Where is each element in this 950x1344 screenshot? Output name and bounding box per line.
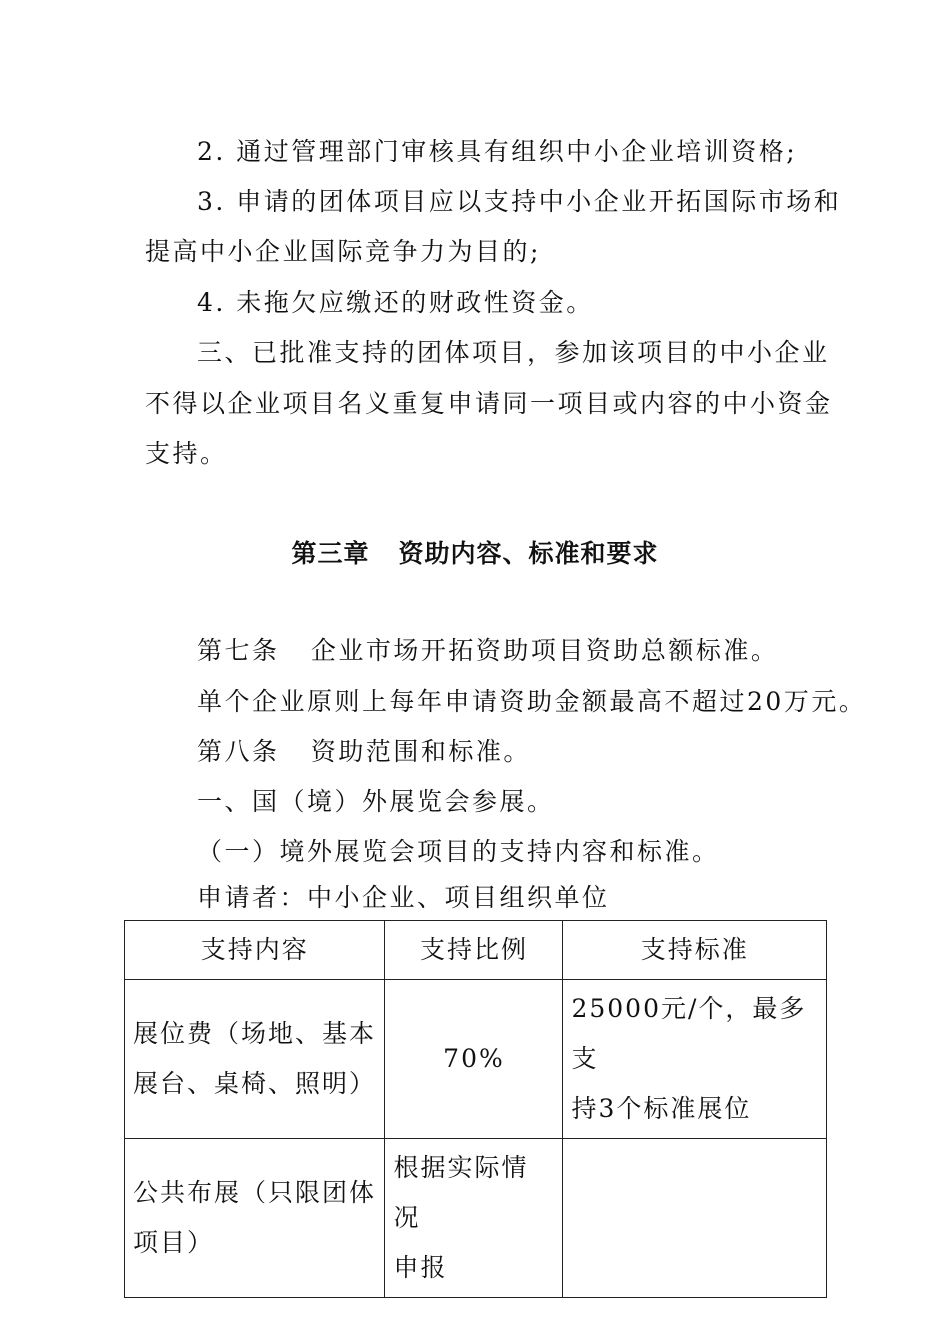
cell-line: 持3个标准展位 [571, 1094, 752, 1123]
cell-line: 根据实际情况 [393, 1153, 529, 1232]
article-7: 第七条 企业市场开拓资助项目资助总额标准。 [197, 636, 779, 665]
cell-line: 公共布展（只限团体 [133, 1178, 377, 1207]
item-3-line-2: 提高中小企业国际竞争力为目的; [145, 237, 541, 266]
table-cell-ratio: 70% [385, 980, 563, 1139]
item-4: 4. 未拖欠应缴还的财政性资金。 [197, 288, 594, 317]
subsection-1-1: （一）境外展览会项目的支持内容和标准。 [197, 837, 720, 866]
table-cell-ratio [385, 1139, 563, 1298]
item-3-line-1: 3. 申请的团体项目应以支持中小企业开拓国际市场和 [197, 187, 842, 216]
section-3-line-2: 不得以企业项目名义重复申请同一项目或内容的中小资金 [145, 389, 833, 418]
table-row [125, 980, 827, 1139]
cell-line: 展位费（场地、基本 [133, 1019, 377, 1048]
applicant-line: 申请者：中小企业、项目组织单位 [197, 883, 610, 912]
support-standard-table [124, 920, 827, 1298]
table-row [125, 1139, 827, 1298]
section-3-line-1: 三、已批准支持的团体项目，参加该项目的中小企业 [197, 338, 830, 367]
header-cell: 支持比例 [385, 921, 563, 980]
chapter-title: 第三章 资助内容、标准和要求 [291, 539, 659, 568]
header-cell: 支持标准 [563, 921, 827, 980]
cell-line: 申报 [393, 1253, 448, 1282]
article-7-detail: 单个企业原则上每年申请资助金额最高不超过20万元。 [197, 687, 867, 716]
table-cell-standard [563, 980, 827, 1139]
table-cell-standard [563, 1139, 827, 1298]
cell-line: 项目） [133, 1228, 215, 1257]
article-8: 第八条 资助范围和标准。 [197, 737, 531, 766]
section-3-line-3: 支持。 [145, 439, 228, 468]
header-cell: 支持内容 [125, 921, 385, 980]
table-header-row [125, 921, 827, 980]
item-2: 2. 通过管理部门审核具有组织中小企业培训资格; [197, 137, 798, 166]
cell-line: 展台、桌椅、照明） [133, 1069, 377, 1098]
table-cell-content [125, 980, 385, 1139]
cell-line: 25000元/个，最多支 [571, 994, 807, 1073]
table-cell-content [125, 1139, 385, 1298]
subsection-1: 一、国（境）外展览会参展。 [197, 787, 555, 816]
